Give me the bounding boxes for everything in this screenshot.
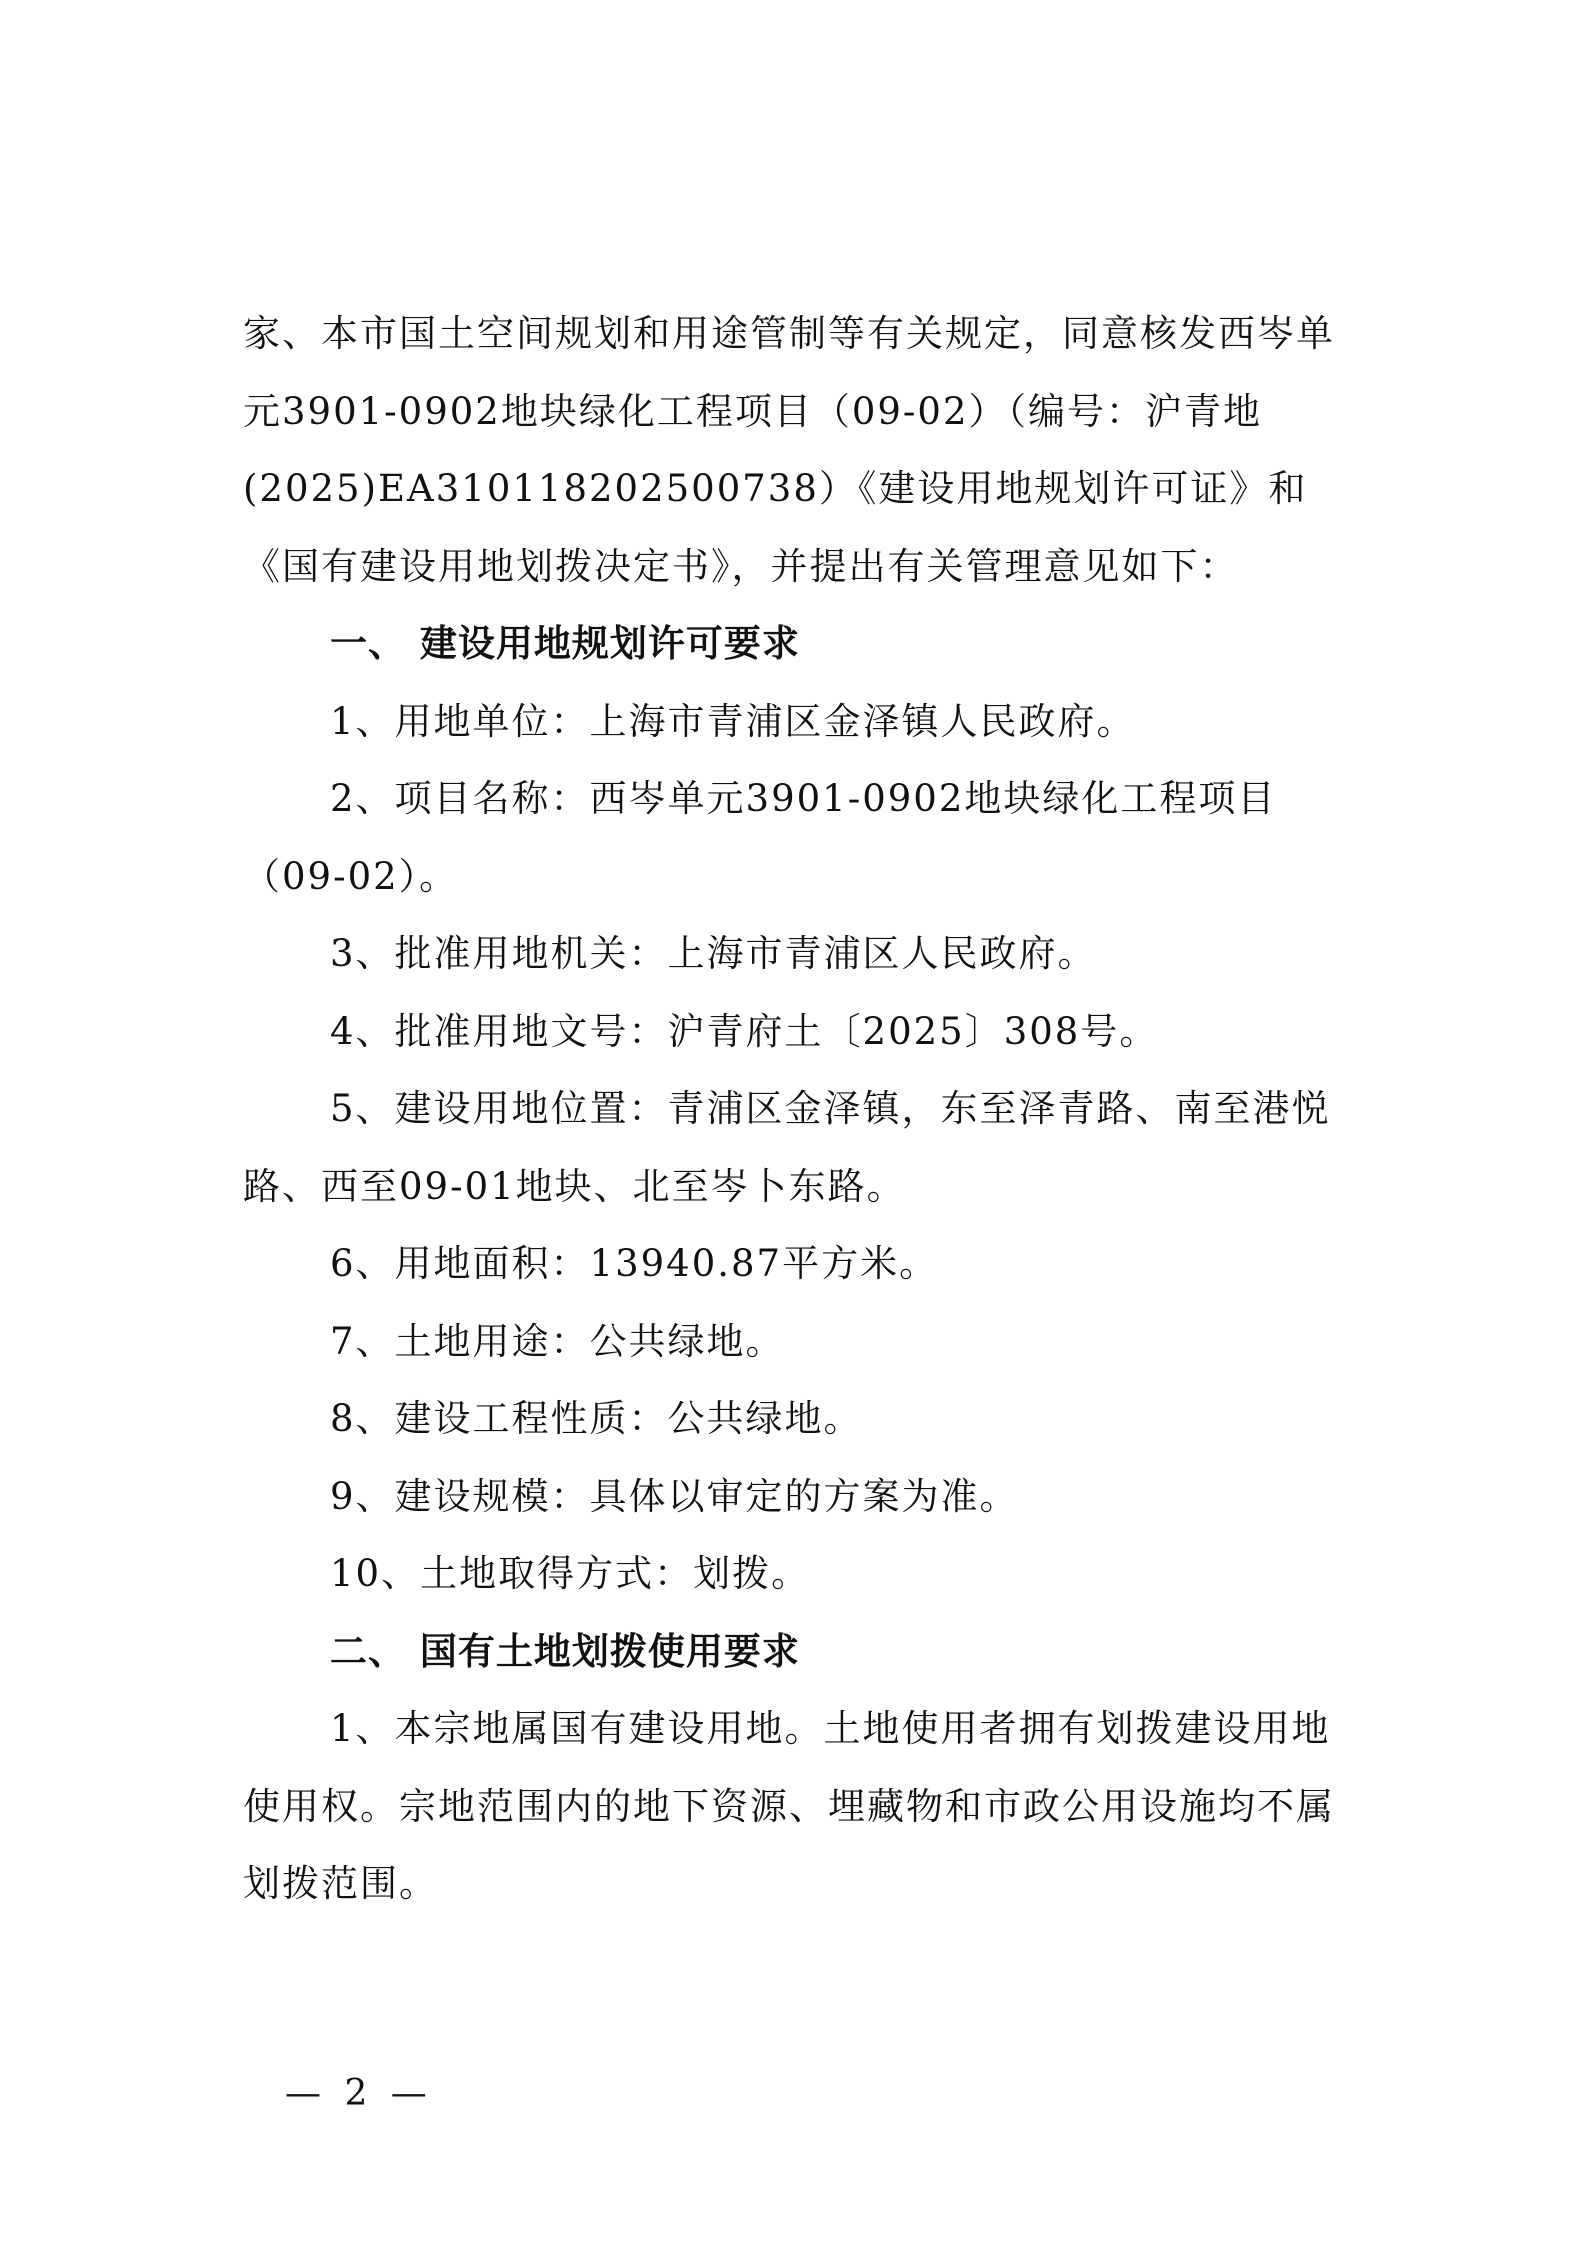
list-item: 3、批准用地机关：上海市青浦区人民政府。 — [330, 932, 1097, 975]
list-item: 4、批准用地文号：沪青府土〔2025〕308号。 — [330, 1009, 1159, 1053]
list-item: 1、本宗地属国有建设用地。土地使用者拥有划拨建设用地使用权。宗地范围内的地下资源、埋藏物和市政公用设施均不属划拨范围。 — [243, 1707, 1335, 1905]
intro-paragraph: 家、本市国土空间规划和用途管制等有关规定，同意核发西岑单元3901-0902地块绿化工程项目（09-02）（编号：沪青地(2025)EA310118202500738）《建设用地规划许可证》和《国有建设用地划拨决定书》，并提出有关管理意见如下： — [243, 312, 1335, 588]
list-item: 2、项目名称：西岑单元3901-0902地块绿化工程项目（09-02）。 — [243, 777, 1277, 898]
list-item: 6、用地面积：13940.87平方米。 — [330, 1242, 939, 1285]
section-heading-allocation-requirements: 二、 国有土地划拨使用要求 — [330, 1629, 800, 1673]
list-item: 1、用地单位：上海市青浦区金泽镇人民政府。 — [330, 699, 1136, 743]
document-body — [243, 295, 1353, 1923]
section-heading-planning-permit: 一、 建设用地规划许可要求 — [330, 622, 800, 665]
list-item: 9、建设规模：具体以审定的方案为准。 — [330, 1474, 1019, 1518]
page-number: — 2 — — [285, 2073, 433, 2114]
list-item: 5、建设用地位置：青浦区金泽镇，东至泽青路、南至港悦路、西至09-01地块、北至岑卜东路。 — [243, 1087, 1331, 1208]
list-item: 10、土地取得方式：划拨。 — [330, 1552, 811, 1595]
list-item: 8、建设工程性质：公共绿地。 — [330, 1397, 863, 1440]
list-item: 7、土地用途：公共绿地。 — [330, 1319, 785, 1363]
